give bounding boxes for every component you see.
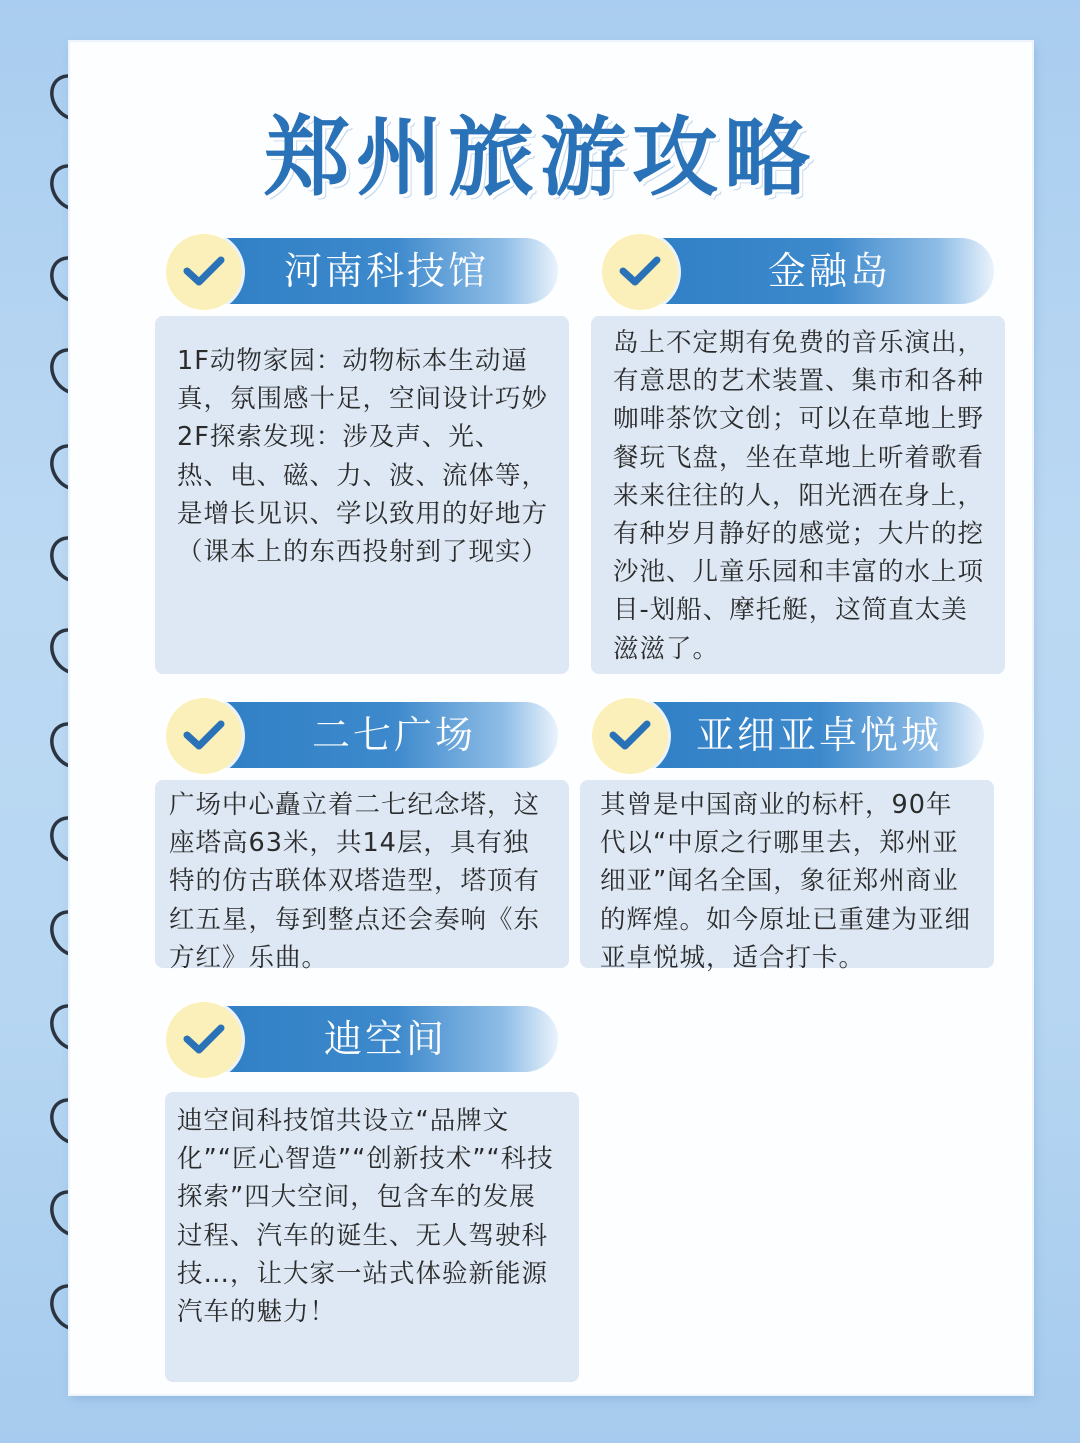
section-header-henan-science-museum [166,238,558,304]
section-heading: 金融岛 [768,249,892,293]
section-description: 岛上不定期有免费的音乐演出，有意思的艺术装置、集市和各种咖啡茶饮文创；可以在草地上野餐玩飞盘，坐在草地上听着歌看来来往往的人，阳光洒在身上，有种岁月静好的感觉；大片的挖沙池、儿童乐园和丰富的水上项目-划船、摩托艇，这简直太美滋滋了。 [591,316,1005,674]
section-description: 1F动物家园：动物标本生动逼真，氛围感十足，空间设计巧妙 2F探索发现：涉及声、光、热、电、磁、力、波、流体等，是增长见识、学以致用的好地方（课本上的东西投射到了现实） [155,316,569,674]
check-icon [592,698,668,774]
check-icon [166,1002,242,1078]
check-icon [166,234,242,310]
section-heading: 亚细亚卓悦城 [696,713,943,757]
section-heading: 二七广场 [312,713,477,757]
section-description: 其曾是中国商业的标杆，90年代以“中原之行哪里去，郑州亚细亚”闻名全国，象征郑州商业的辉煌。如今原址已重建为亚细亚卓悦城，适合打卡。 [580,780,994,968]
section-heading: 河南科技馆 [284,249,490,293]
section-header-di-space [166,1006,558,1072]
check-icon [166,698,242,774]
section-description: 广场中心矗立着二七纪念塔，这座塔高63米，共14层，具有独特的仿古联体双塔造型，塔顶有红五星，每到整点还会奏响《东方红》乐曲。 [155,780,569,968]
page-title: 郑州旅游攻略 [264,108,816,208]
section-heading: 迪空间 [324,1017,448,1061]
section-header-erqi-square [166,702,558,768]
section-header-asia-joy-city [592,702,984,768]
section-description: 迪空间科技馆共设立“品牌文化”“匠心智造”“创新技术”“科技探索”四大空间，包含车的发展过程、汽车的诞生、无人驾驶科技…，让大家一站式体验新能源汽车的魅力！ [165,1092,579,1382]
section-header-finance-island [602,238,994,304]
check-icon [602,234,678,310]
